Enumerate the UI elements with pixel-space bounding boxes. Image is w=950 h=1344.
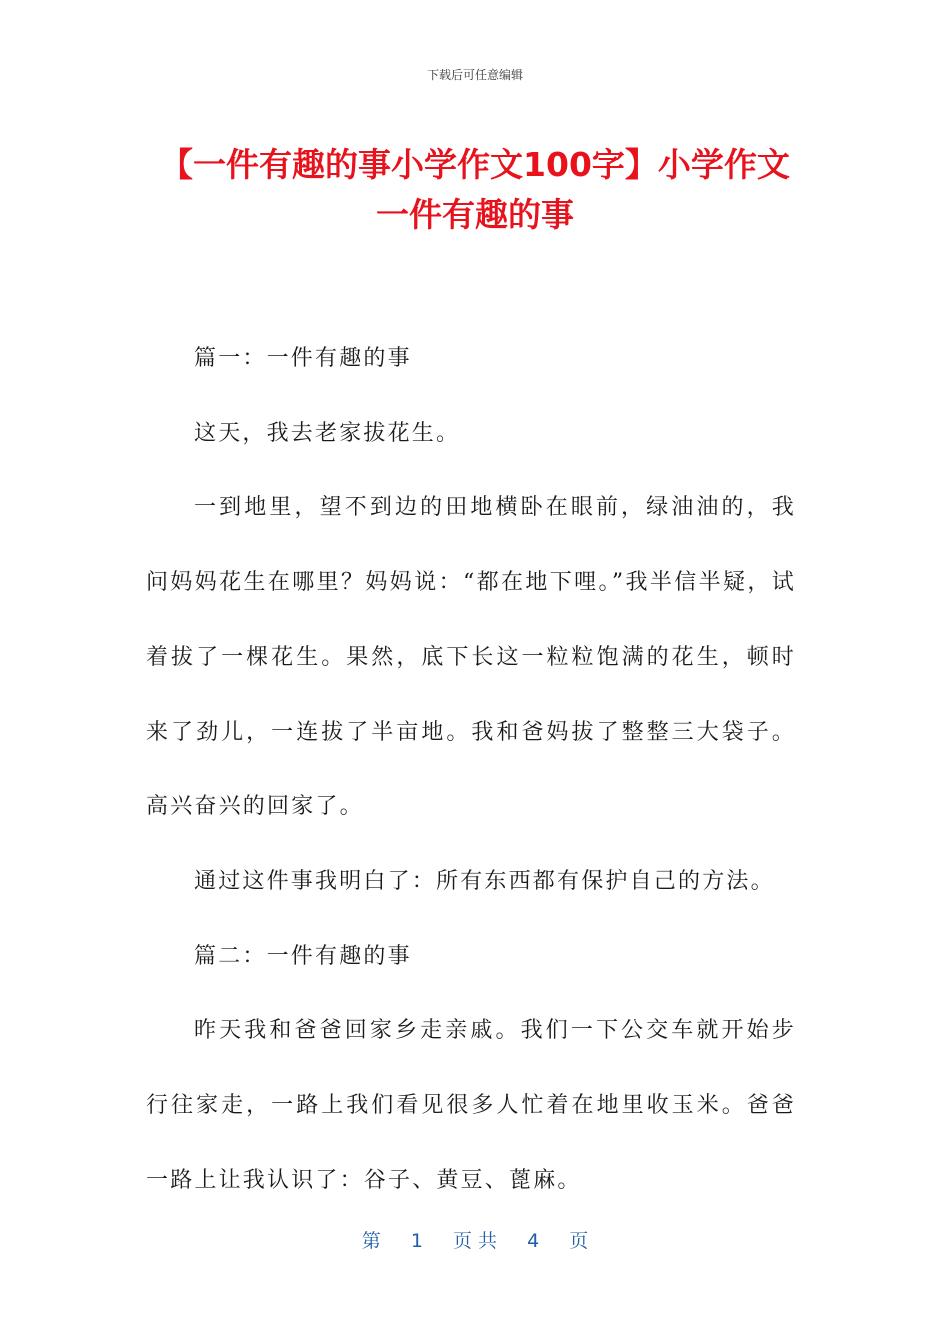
footer-total-pages: 4 bbox=[527, 1230, 540, 1252]
paragraph-3: 一到地里，望不到边的田地横卧在眼前，绿油油的，我问妈妈花生在哪里？妈妈说：“都在地下哩。”我半信半疑，试着拔了一棵花生。果然，底下长这一粒粒饱满的花生，顿时来了劲儿，一连拔了半亩地。我和爸妈拔了整整三大袋子。高兴奋兴的回家了。 bbox=[146, 495, 796, 820]
header-note: 下载后可任意编辑 bbox=[426, 68, 523, 82]
title-line-1: 【一件有趣的事小学作文100字】小学作文 bbox=[160, 145, 790, 184]
footer-label-of: 页 共 bbox=[452, 1230, 498, 1252]
page-footer bbox=[0, 1226, 950, 1253]
footer-label-end: 页 bbox=[569, 1230, 589, 1252]
paragraph-4: 通过这件事我明白了：所有东西都有保护自己的方法。 bbox=[194, 868, 775, 894]
footer-label-page: 第 bbox=[361, 1230, 381, 1252]
paragraph-2: 这天，我去老家拔花生。 bbox=[194, 420, 461, 446]
paragraph-6: 昨天我和爸爸回家乡走亲戚。我们一下公交车就开始步行往家走，一路上我们看见很多人忙着在地里收玉米。爸爸一路上让我认识了：谷子、黄豆、蓖麻。 bbox=[146, 1018, 796, 1193]
document-body bbox=[146, 322, 796, 1218]
document-title bbox=[140, 140, 810, 240]
paragraph-5: 篇二：一件有趣的事 bbox=[194, 943, 412, 969]
footer-current-page: 1 bbox=[410, 1230, 423, 1252]
paragraph-1: 篇一：一件有趣的事 bbox=[194, 346, 412, 371]
title-line-2: 一件有趣的事 bbox=[376, 195, 574, 234]
